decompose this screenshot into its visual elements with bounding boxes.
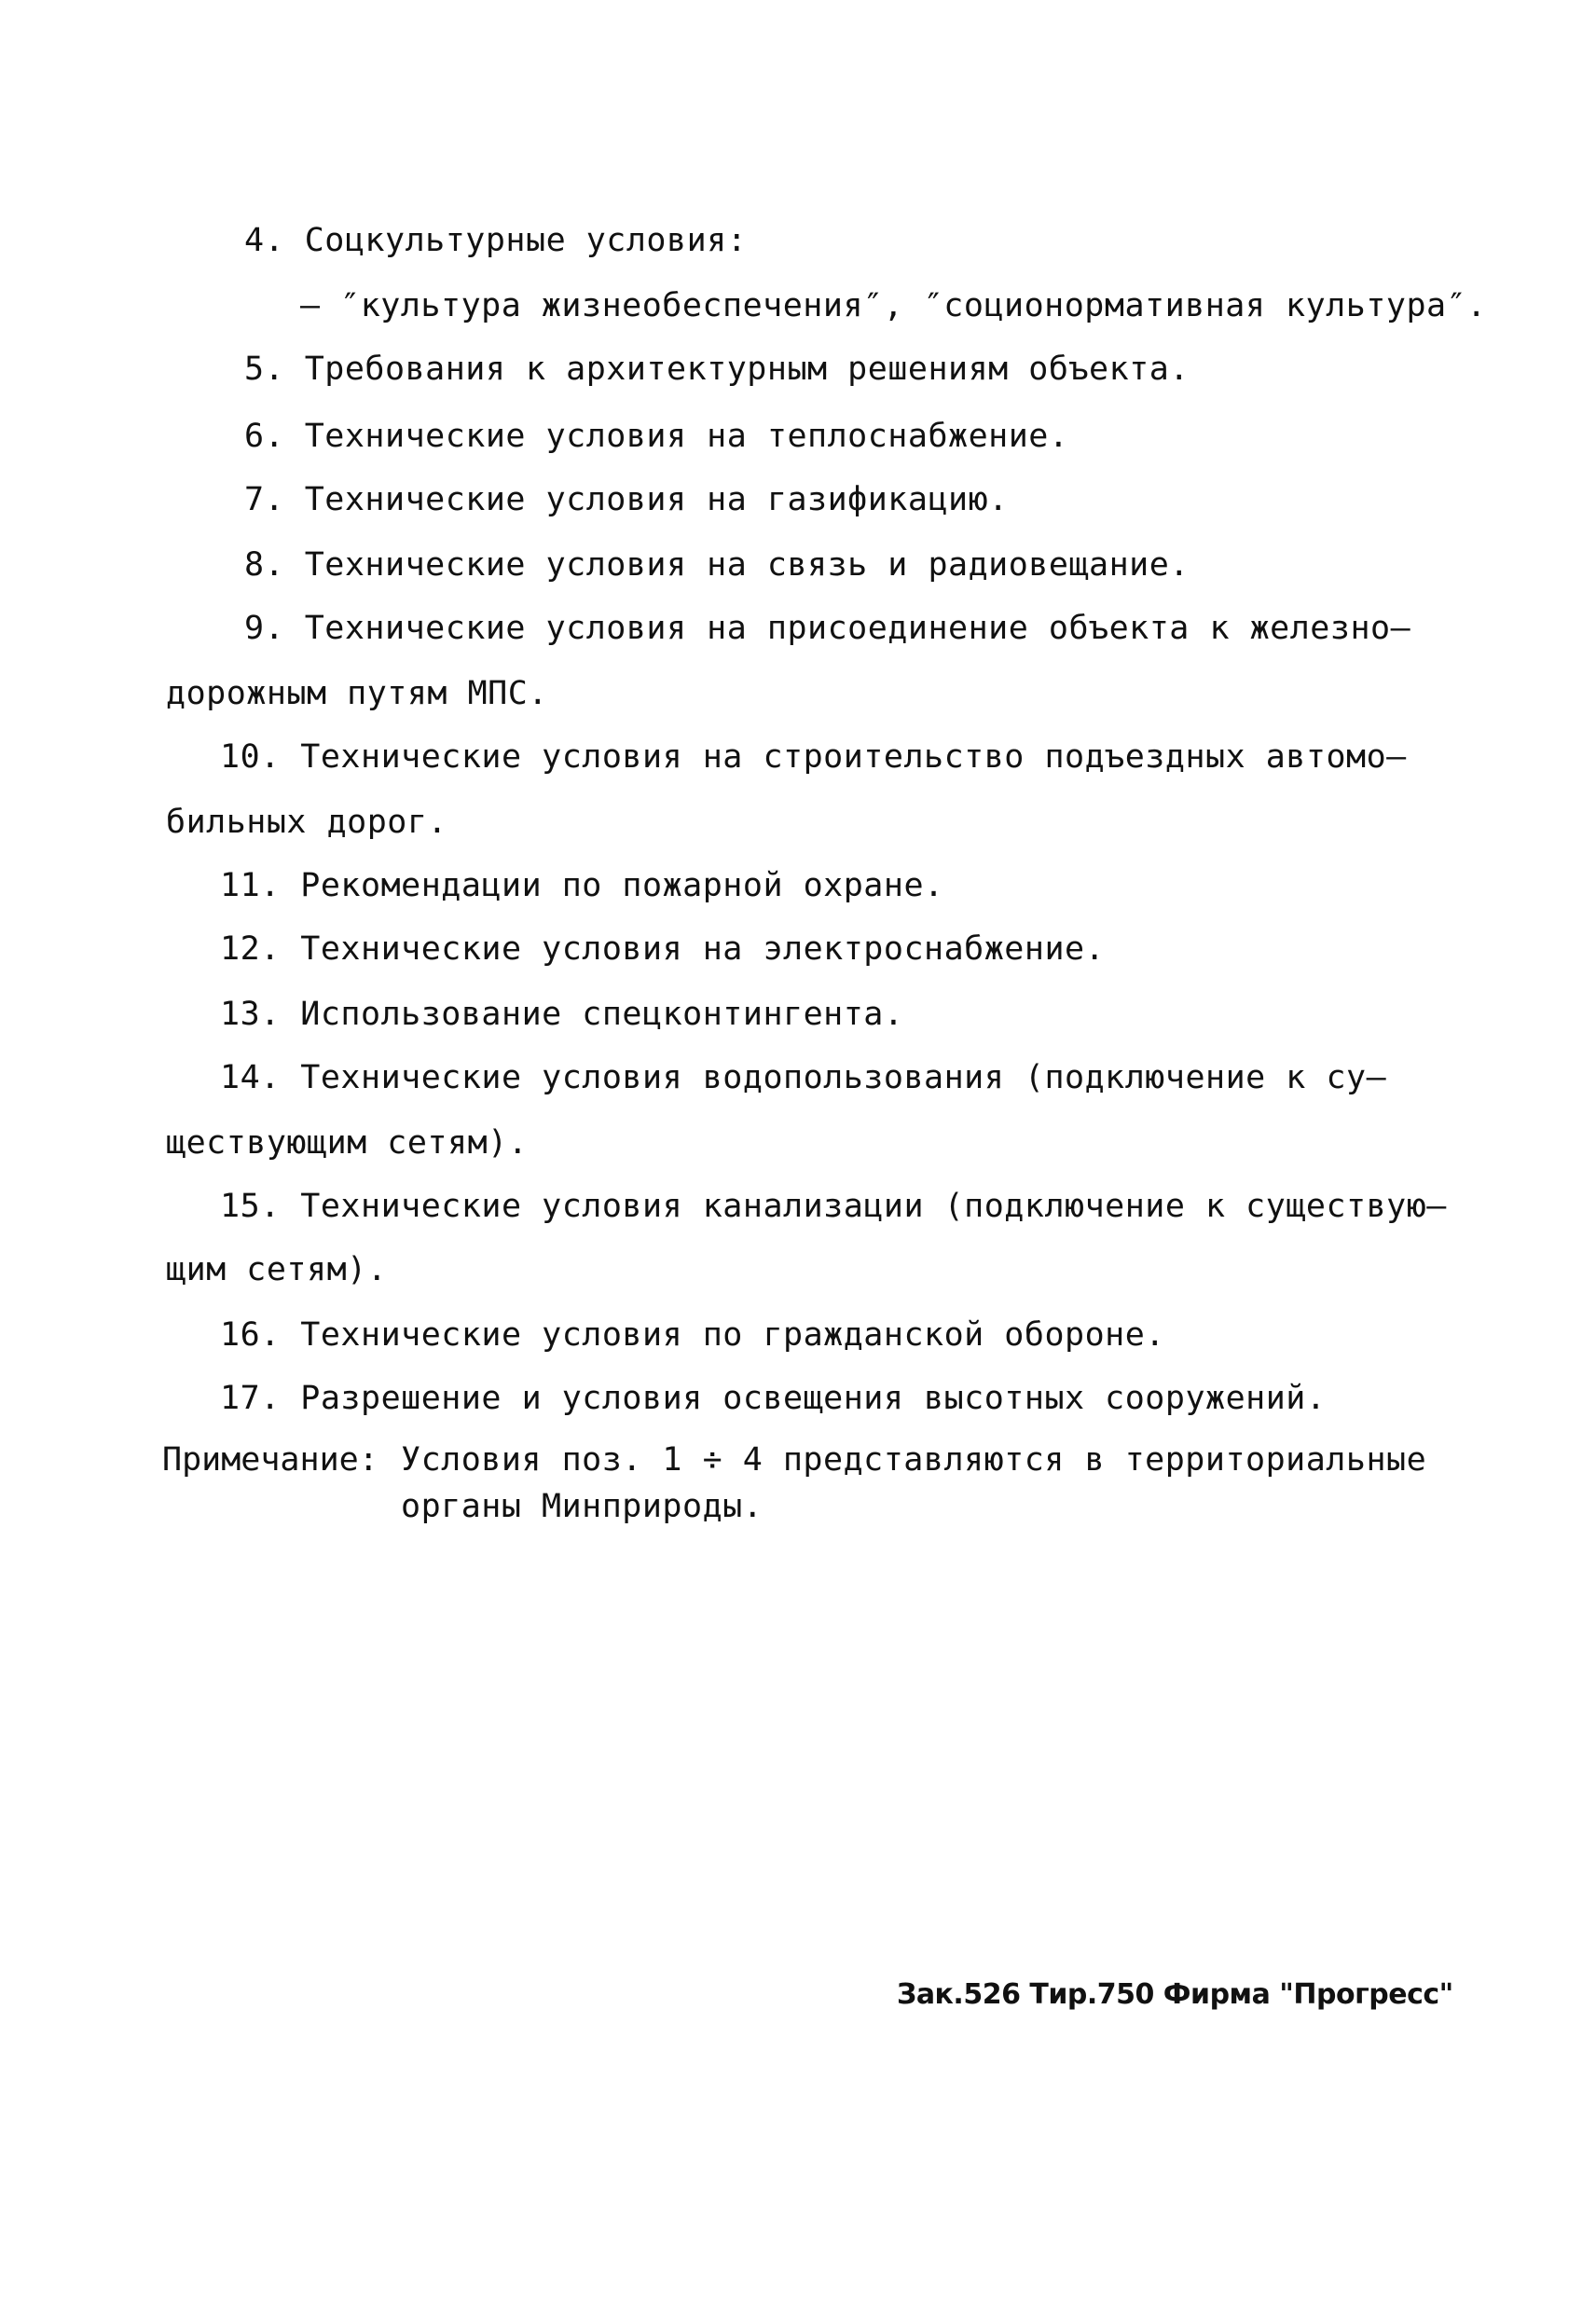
item-9-line2: дорожным путям МПС. xyxy=(166,675,548,712)
item-12: 12. Технические условия на электроснабжение. xyxy=(220,930,1106,968)
item-7: 7. Технические условия на газификацию. xyxy=(244,481,1009,518)
item-10-line2: бильных дорог. xyxy=(166,804,448,841)
item-4-sublist: – ″культура жизнеобеспечения″, ″соционормативная культура″. xyxy=(300,287,1487,324)
note-label: Примечание: xyxy=(162,1441,378,1479)
item-10-line1: 10. Технические условия на строительство подъездных автомо– xyxy=(220,738,1407,776)
item-15-line2: щим сетям). xyxy=(166,1251,388,1288)
item-15-line1: 15. Технические условия канализации (подключение к существую– xyxy=(220,1188,1447,1225)
item-4-heading: 4. Соцкультурные условия: xyxy=(244,222,748,259)
print-imprint: Зак.526 Тир.750 Фирма "Прогресс" xyxy=(897,1978,1453,2011)
item-17: 17. Разрешение и условия освещения высотных сооружений. xyxy=(220,1380,1327,1417)
item-5: 5. Требования к архитектурным решениям объекта. xyxy=(244,351,1190,388)
item-11: 11. Рекомендации по пожарной охране. xyxy=(220,867,944,904)
item-9-line1: 9. Технические условия на присоединение объекта к железно– xyxy=(244,610,1411,647)
item-14-line1: 14. Технические условия водопользования (подключение к су– xyxy=(220,1059,1387,1096)
item-14-line2: ществующим сетям). xyxy=(166,1124,529,1162)
item-8: 8. Технические условия на связь и радиовещание. xyxy=(244,546,1190,584)
note-line1: Условия поз. 1 ÷ 4 представляются в территориальные xyxy=(401,1441,1427,1479)
item-13: 13. Использование спецконтингента. xyxy=(220,996,904,1033)
note-line2: органы Минприроды. xyxy=(401,1488,764,1525)
item-16: 16. Технические условия по гражданской обороне. xyxy=(220,1316,1165,1354)
item-6: 6. Технические условия на теплоснабжение. xyxy=(244,418,1069,455)
